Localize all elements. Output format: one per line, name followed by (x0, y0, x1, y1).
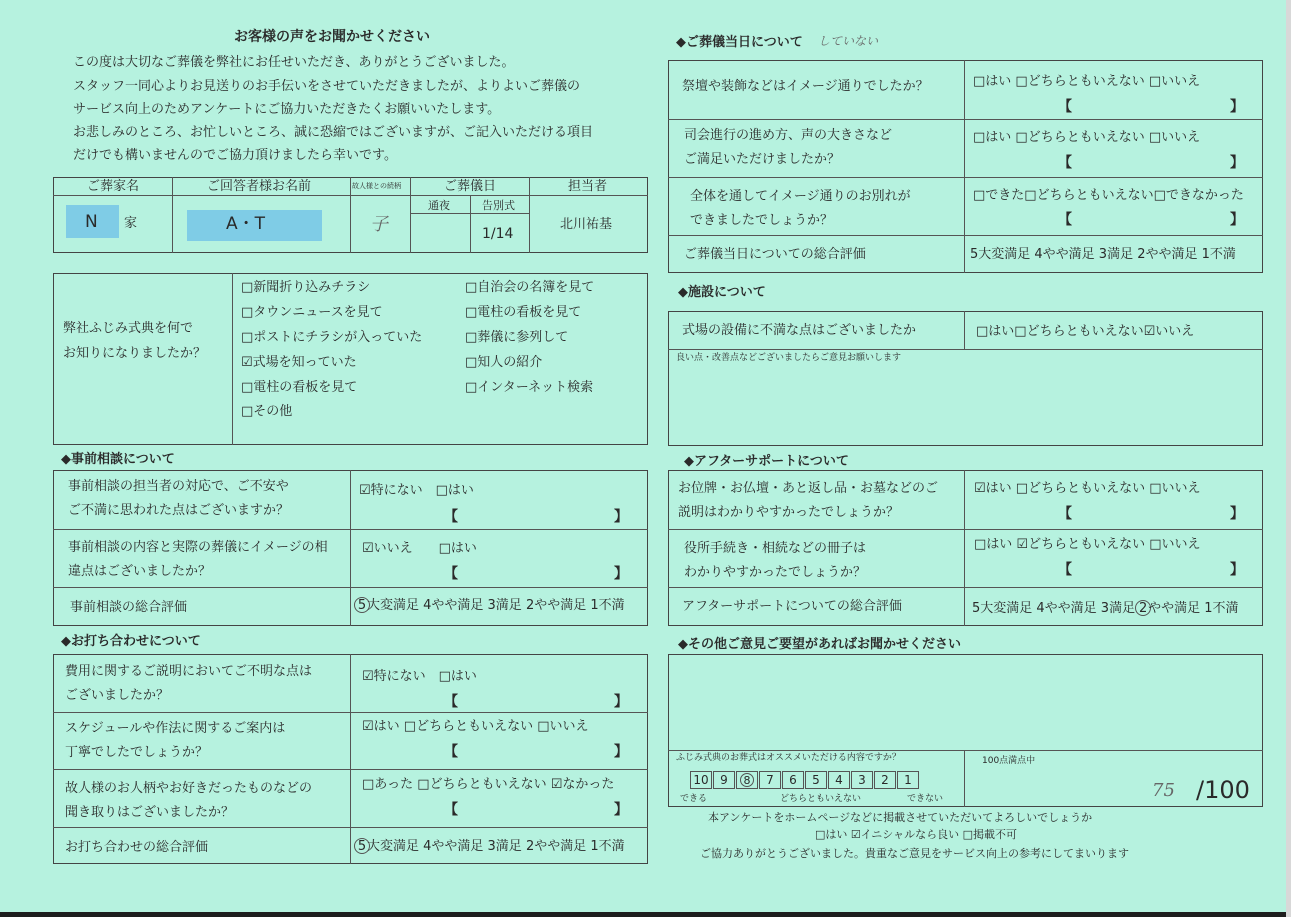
intro-line-4: お悲しみのところ、お忙しいところ、誠に恐縮ではございますが、ご記入いただける項目 (73, 125, 594, 140)
points-max: /100 (1196, 776, 1250, 804)
family-initial: N (85, 212, 98, 232)
funeral-q3-line1: 全体を通してイメージ通りのお別れが (690, 189, 911, 204)
score-2[interactable]: 2 (874, 771, 896, 789)
score-9[interactable]: 9 (713, 771, 735, 789)
scale-right-label: できない (907, 794, 944, 804)
source-option[interactable]: □インターネット検索 (465, 380, 594, 395)
funeral-q2-line1: 司会進行の進め方、声の大きさなど (684, 128, 893, 143)
points-value: 75 (1152, 780, 1175, 801)
funeral-a1[interactable]: □はい □どちらともいえない □いいえ (973, 74, 1201, 89)
header-respondent: ご回答者様お名前 (207, 179, 312, 194)
header-relation: 故人様との続柄 (352, 182, 401, 190)
funeral-a3[interactable]: □できた□どちらともいえない□できなかった (973, 188, 1244, 203)
source-option[interactable]: ☑式場を知っていた (241, 355, 357, 370)
score-1[interactable]: 1 (897, 771, 919, 789)
source-option[interactable]: □タウンニュースを見て (241, 305, 383, 320)
funeral-a2[interactable]: □はい □どちらともいえない □いいえ (973, 130, 1201, 145)
header-staff: 担当者 (568, 179, 608, 194)
intro-line-1: この度は大切なご葬儀を弊社にお任せいただき、ありがとうございました。 (73, 55, 515, 70)
score-10[interactable]: 10 (690, 771, 712, 789)
meeting-q3-line1: 故人様のお人柄やお好きだったものなどの (65, 781, 313, 796)
funeral-heading: ◆ご葬儀当日について (676, 35, 803, 50)
intro-line-2: スタッフ一同心よりお見送りのお手伝いをさせていただきましたが、よりよいご葬儀の (73, 79, 581, 94)
scale-left-label: できる (680, 794, 708, 804)
meeting-q1-line2: ございましたか？ (65, 688, 170, 703)
footer-thanks: ご協力ありがとうございました。貴重なご意見をサービス向上の参考にしてまいります (700, 847, 1129, 860)
meeting-q2-line2: 丁寧でしたでしょうか？ (65, 745, 209, 760)
family-suffix: 家 (124, 216, 138, 231)
after-a2[interactable]: □はい ☑どちらともいえない □いいえ (974, 537, 1201, 552)
score-3[interactable]: 3 (851, 771, 873, 789)
source-option[interactable]: □ポストにチラシが入っていた (241, 330, 423, 345)
after-q2-line2: わかりやすかったでしょうか？ (684, 565, 867, 580)
footer-question: 本アンケートをホームページなどに掲載させていただいてよろしいでしょうか (708, 811, 1093, 824)
prior-q2-line2: 違点はございましたか？ (68, 564, 212, 579)
prior-a1[interactable]: ☑特にない □はい (359, 483, 474, 498)
after-a1[interactable]: ☑はい □どちらともいえない □いいえ (974, 481, 1201, 496)
prior-q1-line1: 事前相談の担当者の対応で、ご不安や (68, 479, 289, 494)
meeting-q4: お打ち合わせの総合評価 (65, 840, 209, 855)
intro-line-5: だけでも構いませんのでご協力頂けましたら幸いです。 (73, 148, 397, 163)
source-option[interactable]: □知人の紹介 (465, 355, 543, 370)
prior-rating[interactable]: 5大変満足 4やや満足 3満足 2やや満足 1不満 (354, 597, 625, 613)
source-option[interactable]: □自治会の名簿を見て (465, 280, 595, 295)
meeting-heading: ◆お打ち合わせについて (61, 634, 201, 649)
source-option[interactable]: □新聞折り込みチラシ (241, 280, 371, 295)
header-family-name: ご葬家名 (87, 179, 140, 194)
facility-comment-label: 良い点・改善点などございましたらご意見お願いします (676, 353, 902, 363)
funeral-rating[interactable]: 5大変満足 4やや満足 3満足 2やや満足 1不満 (970, 247, 1236, 262)
meeting-rating[interactable]: 5大変満足 4やや満足 3満足 2やや満足 1不満 (354, 838, 625, 854)
funeral-q1: 祭壇や装飾などはイメージ通りでしたか？ (682, 79, 929, 94)
meeting-q2-line1: スケジュールや作法に関するご案内は (65, 721, 286, 736)
recommend-question: ふじみ式典のお葬式はオススメいただける内容ですか？ (676, 753, 901, 763)
facility-heading: ◆施設について (678, 285, 766, 300)
source-option[interactable]: □電柱の看板を見て (465, 305, 582, 320)
points-label: 100点満点中 (982, 756, 1036, 766)
source-question-2: お知りになりましたか？ (63, 346, 207, 361)
funeral-handwritten-note: していない (818, 34, 879, 48)
funeral-q3-line2: できましたでしょうか？ (690, 213, 834, 228)
source-option[interactable]: □その他 (241, 404, 293, 419)
source-option[interactable]: □葬儀に参列して (465, 330, 569, 345)
intro-line-3: サービス向上のためアンケートにご協力いただきたくお願いいたします。 (73, 102, 501, 117)
score-4[interactable]: 4 (828, 771, 850, 789)
meeting-a1[interactable]: ☑特にない □はい (362, 669, 477, 684)
relation-value: 子 (370, 214, 388, 235)
meeting-q1-line1: 費用に関するご説明においてご不明な点は (65, 664, 313, 679)
after-q2-line1: 役所手続き・相続などの冊子は (684, 541, 867, 556)
score-5[interactable]: 5 (805, 771, 827, 789)
meeting-q3-line2: 聞き取りはございましたか？ (65, 805, 235, 820)
source-option[interactable]: □電柱の看板を見て (241, 380, 358, 395)
header-funeral-date: ご葬儀日 (444, 179, 497, 194)
after-rating[interactable]: 5大変満足 4やや満足 3満足 2やや満足 1不満 (972, 601, 1239, 616)
respondent-name: A・T (226, 214, 266, 234)
meeting-a2[interactable]: ☑はい □どちらともいえない □いいえ (362, 719, 589, 734)
header-kokubetsu: 告別式 (482, 199, 515, 212)
source-question-1: 弊社ふじみ式典を何で (63, 321, 194, 336)
header-tsuya: 通夜 (428, 199, 450, 212)
facility-q1: 式場の設備に不満な点はございましたか (682, 323, 917, 338)
prior-q1-line2: ご不満に思われた点はございますか？ (68, 503, 290, 518)
funeral-q2-line2: ご満足いただけましたか？ (684, 152, 841, 167)
publish-options[interactable]: □はい ☑イニシャルなら良い □掲載不可 (815, 828, 1017, 841)
other-heading: ◆その他ご意見ご要望があればお聞かせください (678, 637, 961, 652)
survey-title: お客様の声をお聞かせください (234, 29, 430, 45)
score-6[interactable]: 6 (782, 771, 804, 789)
score-7[interactable]: 7 (759, 771, 781, 789)
prior-q3: 事前相談の総合評価 (70, 600, 188, 615)
prior-q2-line1: 事前相談の内容と実際の葬儀にイメージの相 (68, 540, 328, 555)
score-8-selected[interactable]: 8 (736, 771, 758, 789)
after-q1-line2: 説明はわかりやすかったでしょうか？ (678, 505, 900, 520)
funeral-q4: ご葬儀当日についての総合評価 (684, 247, 866, 262)
prior-heading: ◆事前相談について (61, 452, 175, 467)
after-q3: アフターサポートについての総合評価 (682, 599, 902, 614)
staff-name: 北川祐基 (560, 217, 613, 232)
prior-a2[interactable]: ☑いいえ □はい (362, 541, 477, 556)
after-q1-line1: お位牌・お仏壇・あと返し品・お墓などのご (678, 481, 939, 496)
scale-mid-label: どちらともいえない (780, 794, 862, 804)
meeting-a3[interactable]: □あった □どちらともいえない ☑なかった (362, 777, 615, 792)
funeral-date: 1/14 (482, 226, 514, 242)
after-heading: ◆アフターサポートについて (684, 454, 849, 469)
facility-a1[interactable]: □はい□どちらともいえない☑いいえ (976, 324, 1195, 339)
